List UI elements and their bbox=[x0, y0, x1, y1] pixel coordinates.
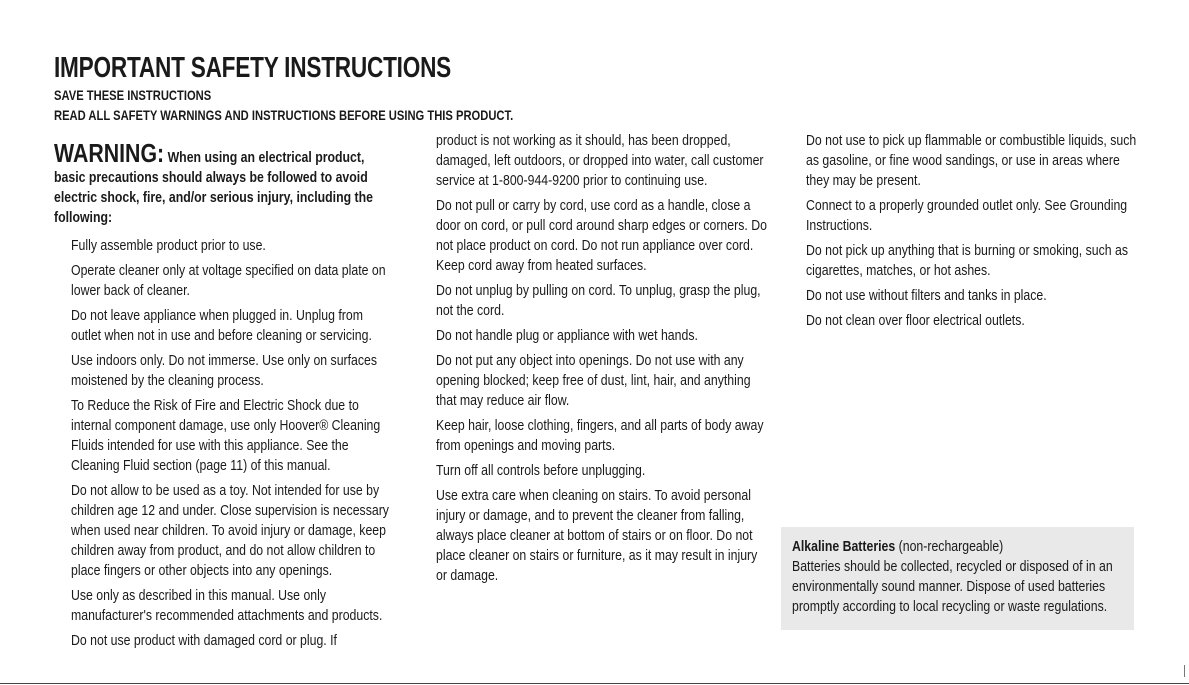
save-instructions-subtitle: SAVE THESE INSTRUCTIONS bbox=[54, 87, 212, 103]
page-title: IMPORTANT SAFETY INSTRUCTIONS bbox=[54, 52, 452, 84]
instruction-item: Do not use without filters and tanks in place. bbox=[806, 287, 1047, 304]
instruction-item: product is not working as it should, has been dropped, damaged, left outdoors, or dropped into water, call customer service at 1-800-944-9200 prior to continuing use. bbox=[436, 132, 764, 189]
instruction-item: Do not allow to be used as a toy. Not intended for use by children age 12 and under. Close supervision is necessary when used near children. To avoid injury or damage, keep children away from product, and do not allow children to place fingers or other objects into any openings. bbox=[71, 482, 389, 579]
instruction-item: Do not put any object into openings. Do not use with any opening blocked; keep free of dust, lint, hair, and anything that may reduce air flow. bbox=[436, 352, 751, 409]
read-warnings-notice: READ ALL SAFETY WARNINGS AND INSTRUCTIONS BEFORE USING THIS PRODUCT. bbox=[54, 107, 514, 123]
instruction-item: Keep hair, loose clothing, fingers, and all parts of body away from openings and moving parts. bbox=[436, 417, 764, 454]
instruction-item: Use only as described in this manual. Use only manufacturer's recommended attachments and products. bbox=[71, 587, 383, 624]
warning-heading: WARNING: bbox=[54, 138, 165, 168]
battery-qualifier: (non-rechargeable) bbox=[898, 538, 1004, 555]
warning-intro: When using an electrical product, basic precautions should always be followed to avoid electric shock, fire, and/or serious injury, including the following: bbox=[54, 149, 373, 226]
instruction-item: Do not leave appliance when plugged in. Unplug from outlet when not in use and before cleaning or servicing. bbox=[71, 307, 372, 344]
instruction-item: Turn off all controls before unplugging. bbox=[436, 462, 646, 479]
instruction-item: Do not pull or carry by cord, use cord as a handle, close a door on cord, or pull cord around sharp edges or corners. Do not place product on cord. Do not run appliance over cord. Keep cord away from heated surfaces. bbox=[436, 197, 767, 274]
page-edge-mark bbox=[1184, 665, 1185, 677]
bottom-divider bbox=[0, 683, 1189, 684]
instruction-item: Do not handle plug or appliance with wet hands. bbox=[436, 327, 698, 344]
instruction-item: Connect to a properly grounded outlet only. See Grounding Instructions. bbox=[806, 197, 1128, 234]
instruction-item: Do not use product with damaged cord or plug. If bbox=[71, 632, 337, 649]
battery-text: Batteries should be collected, recycled or disposed of in an environmentally sound manner. Dispose of used batteries promptly according to local recycling or waste regulations. bbox=[792, 558, 1113, 615]
warning-block bbox=[54, 140, 394, 228]
column-1 bbox=[54, 140, 399, 656]
column-3 bbox=[806, 131, 1141, 336]
instruction-item: Do not pick up anything that is burning or smoking, such as cigarettes, matches, or hot ashes. bbox=[806, 242, 1129, 279]
battery-disposal-box bbox=[781, 527, 1134, 630]
battery-title: Alkaline Batteries bbox=[792, 538, 896, 555]
instruction-item: Do not use to pick up flammable or combustible liquids, such as gasoline, or fine wood sandings, or use in areas where they may be present. bbox=[806, 132, 1137, 189]
column-2 bbox=[436, 131, 771, 591]
instruction-item: Fully assemble product prior to use. bbox=[71, 237, 266, 254]
instruction-list-1 bbox=[54, 236, 399, 651]
instruction-item: Use indoors only. Do not immerse. Use only on surfaces moistened by the cleaning process. bbox=[71, 352, 378, 389]
instruction-item: Use extra care when cleaning on stairs. To avoid personal injury or damage, and to prevent the cleaner from falling, always place cleaner at bottom of stairs or on floor. Do not place cleaner on stairs or furniture, as it may result in injury or damage. bbox=[436, 487, 758, 584]
instruction-item: Operate cleaner only at voltage specified on data plate on lower back of cleaner. bbox=[71, 262, 386, 299]
instruction-item: Do not unplug by pulling on cord. To unplug, grasp the plug, not the cord. bbox=[436, 282, 761, 319]
instruction-item: Do not clean over floor electrical outlets. bbox=[806, 312, 1025, 329]
instruction-item: To Reduce the Risk of Fire and Electric Shock due to internal component damage, use only Hoover® Cleaning Fluids intended for use with this appliance. See the Cleaning Fluid section (page 11) of this manual. bbox=[71, 397, 381, 474]
